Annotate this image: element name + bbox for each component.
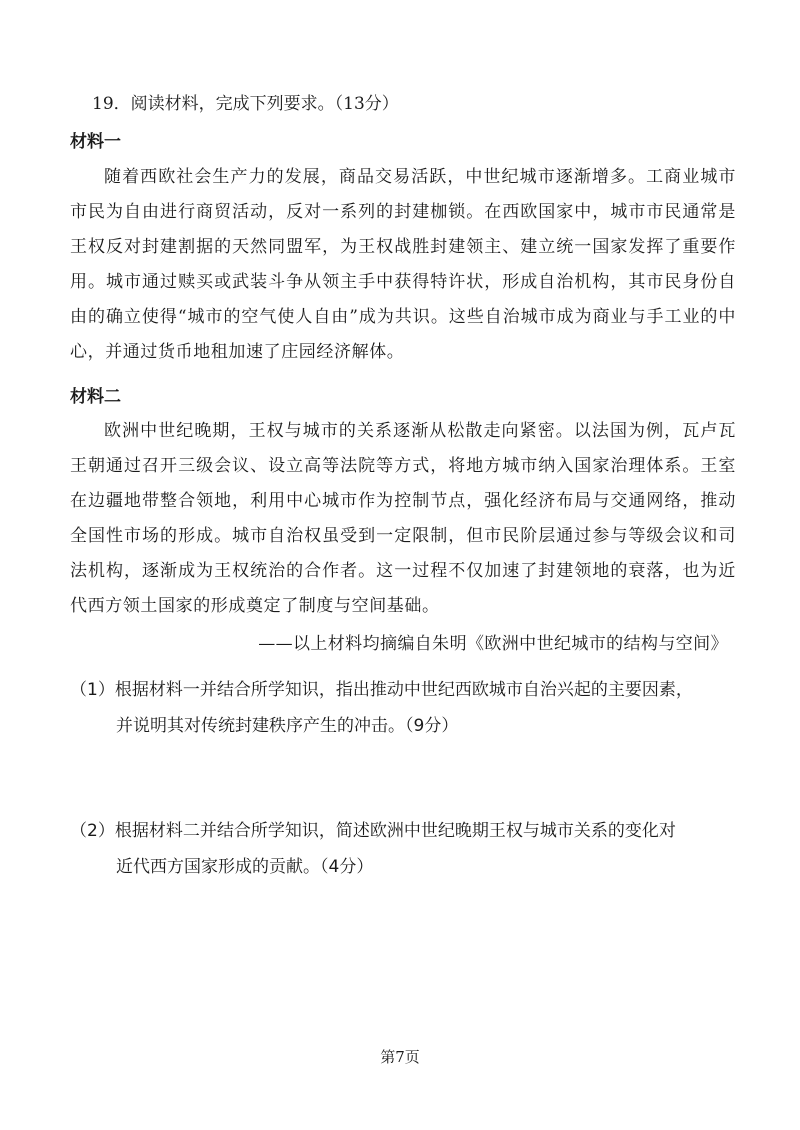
sub-question-1-line2: 并说明其对传统封建秩序产生的冲击。（9分） (116, 716, 459, 736)
sub-question-1-line1: （1）根据材料一并结合所学知识，指出推动中世纪西欧城市自治兴起的主要因素， (70, 680, 693, 700)
sub-question-2-line1: （2）根据材料二并结合所学知识，简述欧洲中世纪晚期王权与城市关系的变化对 (70, 821, 676, 841)
sub-question-1 (70, 672, 746, 744)
page-number: 第7页 (380, 1048, 420, 1066)
material1-paragraph: 随着西欧社会生产力的发展，商品交易活跃，中世纪城市逐渐增多。工商业城市市民为自由进行商贸活动，反对一系列的封建枷锁。在西欧国家中，城市市民通常是王权反对封建割据的天然同盟军，为王权战胜封建领主、建立统一国家发挥了重要作用。城市通过赎买或武装斗争从领主手中获得特许状，形成自治机构，其市民身份自由的确立使得“城市的空气使人自由”成为共识。这些自治城市成为商业与手工业的中心，并通过货币地租加速了庄园经济解体。 (70, 167, 736, 362)
material1-heading: 材料一 (70, 132, 121, 152)
question-title: 19．阅读材料，完成下列要求。（13分） (92, 94, 399, 114)
material2-paragraph: 欧洲中世纪晚期，王权与城市的关系逐渐从松散走向紧密。以法国为例，瓦卢瓦王朝通过召开三级会议、设立高等法院等方式，将地方城市纳入国家治理体系。王室在边疆地带整合领地，利用中心城市作为控制节点，强化经济布局与交通网络，推动全国性市场的形成。城市自治权虽受到一定限制，但市民阶层通过参与等级会议和司法机构，逐渐成为王权统治的合作者。这一过程不仅加速了封建领地的衰落，也为近代西方领土国家的形成奠定了制度与空间基础。 (70, 421, 736, 616)
material2-heading: 材料二 (70, 387, 121, 407)
sub-question-2 (70, 813, 746, 885)
material-source: ——以上材料均摘编自朱明《欧洲中世纪城市的结构与空间》 (258, 634, 728, 654)
sub-question-2-line2: 近代西方国家形成的贡献。（4分） (116, 857, 374, 877)
